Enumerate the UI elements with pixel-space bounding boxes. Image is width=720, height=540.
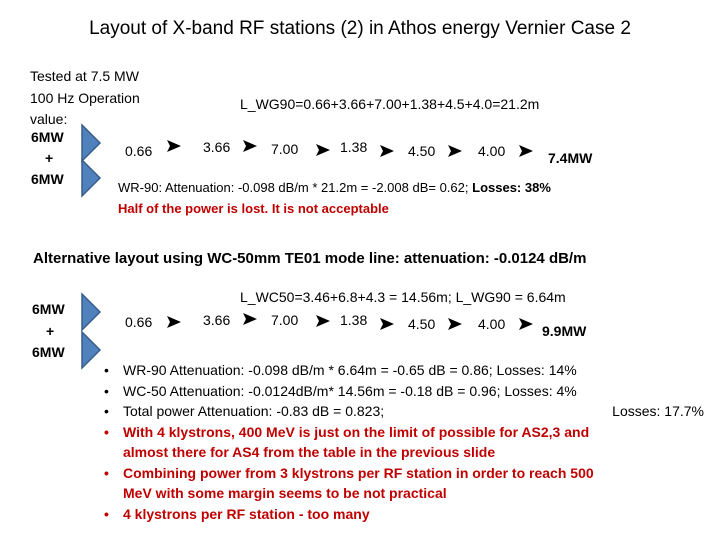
case2-chevron-5-icon [448,318,462,330]
case2-output-arrow-icon [82,332,100,368]
case2-chevron-2-icon [243,313,257,325]
tested-line-2: 100 Hz Operation [30,90,140,106]
case1-chevron-6-icon [519,145,533,157]
bullet-text: almost there for AS4 from the table in the previous slide [123,444,496,460]
bullet-dot: • [104,382,109,399]
case1-length-2: 3.66 [203,139,231,155]
bullet-dot: • [104,403,109,419]
bullet-dot: • [104,423,109,440]
case2-length-6: 4.00 [478,316,506,332]
tested-line-1: Tested at 7.5 MW [30,68,139,84]
case2-output-power: 9.9MW [542,323,587,339]
case2-length-5: 4.50 [408,316,436,332]
case2-power-top: 6MW [32,301,65,317]
bullet-text: 4 klystrons per RF station - too many [123,505,370,522]
case2-power-bottom: 6MW [32,344,65,360]
case1-length-1: 0.66 [125,143,153,159]
case1-length-3: 7.00 [271,141,299,157]
case1-length-6: 4.00 [478,143,506,159]
bullet-text: Combining power from 3 klystrons per RF station in order to reach 500 [123,464,594,481]
case1-chevron-5-icon [448,145,462,157]
case2-chevron-6-icon [519,318,533,330]
page-title: Layout of X-band RF stations (2) in Athos energy Vernier Case 2 [89,18,631,39]
bullet-right-value: Losses: 17.7% [612,403,704,419]
case1-chevron-2-icon [243,140,257,152]
case1-output-arrow-icon [82,160,100,196]
case1-length-5: 4.50 [408,143,436,159]
case2-length-3: 7.00 [271,312,299,328]
case2-length-formula: L_WC50=3.46+6.8+4.3 = 14.56m; L_WG90 = 6.64m [240,289,566,305]
case2-input-arrow-icon [82,294,100,330]
case1-power-top: 6MW [31,129,64,145]
tested-line-3: value: [30,111,68,127]
case1-length-4: 1.38 [340,139,368,155]
bullet-text: WC-50 Attenuation: -0.0124dB/m* 14.56m = -0.18 dB = 0.96; Losses: 4% [123,382,577,399]
case1-output-power: 7.4MW [548,150,593,166]
bullet-dot: • [104,362,109,378]
bullet-dot: • [104,505,109,522]
case1-verdict: Half of the power is lost. It is not acceptable [118,201,389,216]
case1-power-bottom: 6MW [31,171,64,187]
bullet-dot: • [104,464,109,481]
case1-input-arrow-icon [82,125,100,161]
case1-length-formula: L_WG90=0.66+3.66+7.00+1.38+4.5+4.0=21.2m [240,96,540,112]
alternative-heading: Alternative layout using WC-50mm TE01 mode line: attenuation: -0.0124 dB/m [33,250,587,267]
case2-chevron-3-icon [316,315,330,327]
case1-chevron-3-icon [316,144,330,156]
case1-chevron-4-icon [380,145,394,157]
bullet-text: Total power Attenuation: -0.83 dB = 0.823; [123,403,385,419]
case1-attenuation: WR-90: Attenuation: -0.098 dB/m * 21.2m = -2.008 dB= 0.62; [118,180,469,195]
case2-length-1: 0.66 [125,314,153,330]
case2-chevron-4-icon [380,318,394,330]
case1-chevron-1-icon [167,140,181,152]
bullet-text: MeV with some margin seems to be not practical [123,485,447,501]
case2-chevron-1-icon [167,316,181,328]
case1-losses: Losses: 38% [472,180,551,195]
case2-length-4: 1.38 [340,312,368,328]
case2-power-plus: + [46,323,55,339]
bullet-text: WR-90 Attenuation: -0.098 dB/m * 6.64m = -0.65 dB = 0.86; Losses: 14% [123,362,577,378]
case1-power-plus: + [45,150,54,166]
bullet-text: With 4 klystrons, 400 MeV is just on the limit of possible for AS2,3 and [123,423,590,440]
case2-length-2: 3.66 [203,312,231,328]
